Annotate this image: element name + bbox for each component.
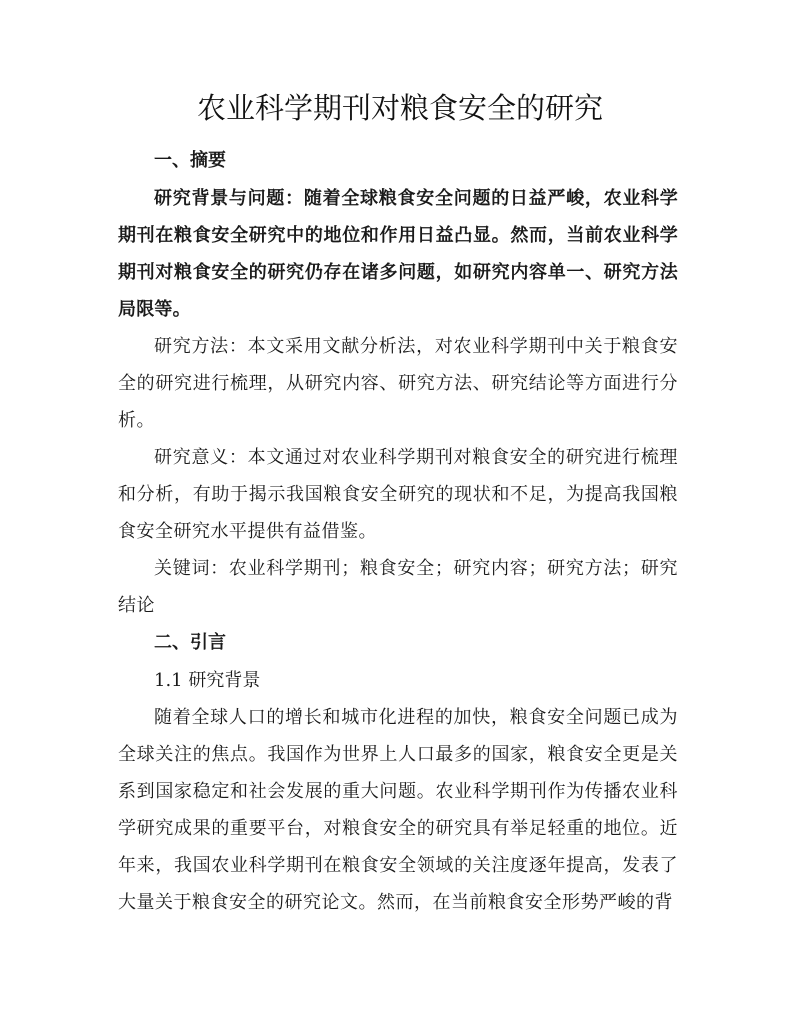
- keywords-paragraph: 关键词：农业科学期刊；粮食安全；研究内容；研究方法；研究结论: [118, 558, 678, 616]
- section-heading-intro: 二、引言: [154, 632, 226, 653]
- page-title: 农业科学期刊对粮食安全的研究: [196, 91, 603, 125]
- section-heading-abstract: 一、摘要: [154, 150, 226, 171]
- abstract-significance-paragraph: 研究意义：本文通过对农业科学期刊对粮食安全的研究进行梳理和分析，有助于揭示我国粮食安全研究的现状和不足，为提高我国粮食安全研究水平提供有益借鉴。: [118, 447, 678, 542]
- intro-paragraph: 随着全球人口的增长和城市化进程的加快，粮食安全问题已成为全球关注的焦点。我国作为世界上人口最多的国家，粮食安全更是关系到国家稳定和社会发展的重大问题。农业科学期刊作为传播农业科学研究成果的重要平台，对粮食安全的研究具有举足轻重的地位。近年来，我国农业科学期刊在粮食安全领域的关注度逐年提高，发表了大量关于粮食安全的研究论文。然而，在当前粮食安全形势严峻的背: [118, 707, 678, 913]
- abstract-background-paragraph: 研究背景与问题：随着全球粮食安全问题的日益严峻，农业科学期刊在粮食安全研究中的地位和作用日益凸显。然而，当前农业科学期刊对粮食安全的研究仍存在诸多问题，如研究内容单一、研究方法局限等。: [118, 188, 678, 320]
- document-body: [118, 142, 678, 921]
- abstract-method-paragraph: 研究方法：本文采用文献分析法，对农业科学期刊中关于粮食安全的研究进行梳理，从研究内容、研究方法、研究结论等方面进行分析。: [118, 336, 678, 431]
- subsection-heading-background: 1.1 研究背景: [154, 670, 261, 691]
